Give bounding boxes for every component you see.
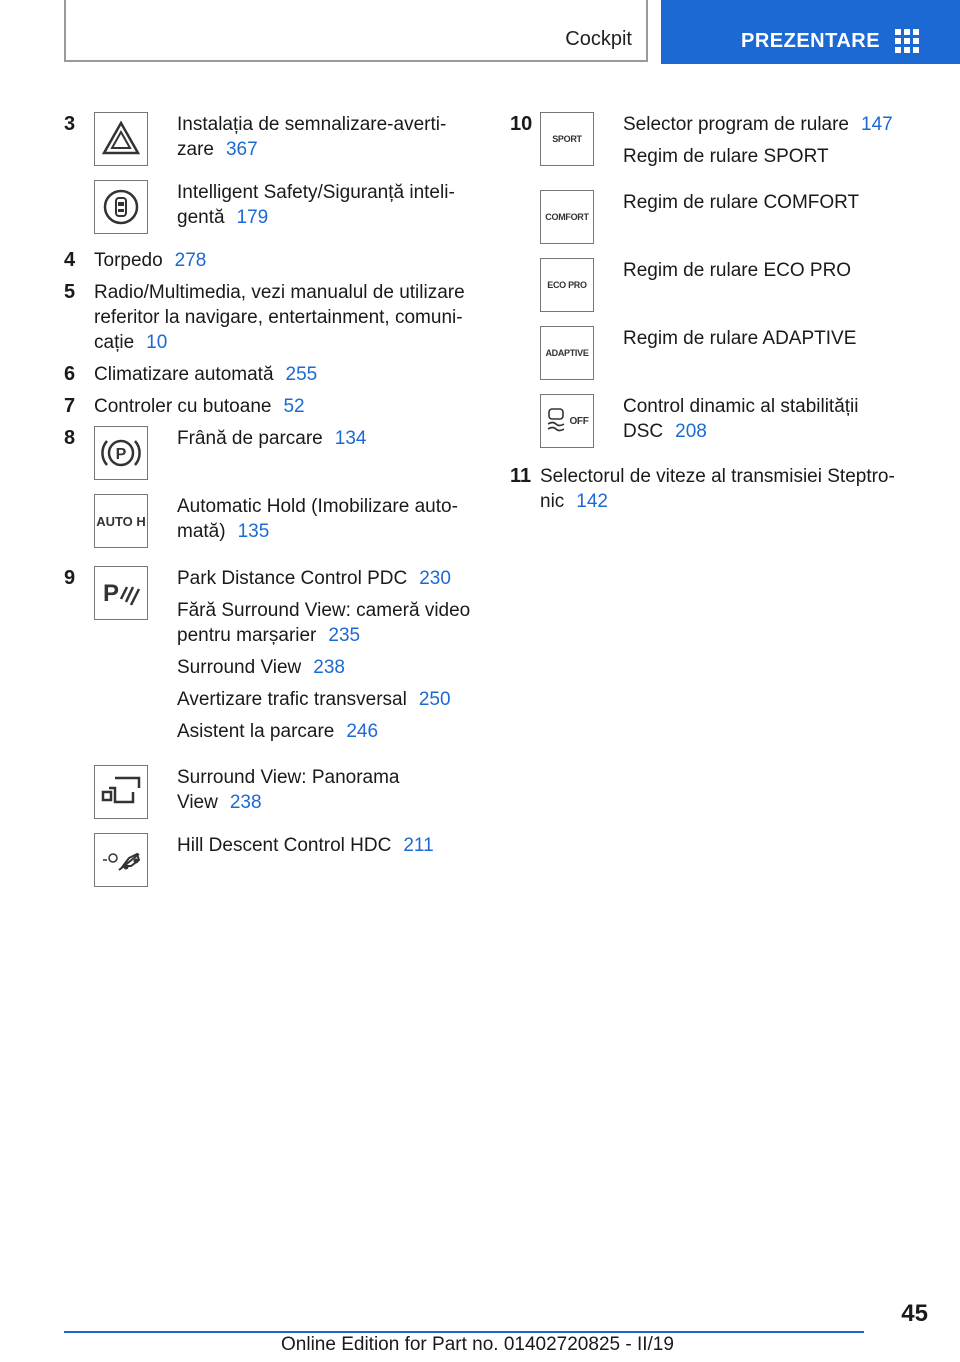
page-number: 45 (901, 1300, 928, 1327)
comfort-label: COMFORT (545, 212, 589, 222)
item-text: Climatizare automată (94, 364, 274, 385)
right-column (510, 112, 930, 514)
hdc-text: Hill Descent Control HDC (177, 835, 392, 856)
adaptive-text: Regim de rulare ADAPTIVE (623, 328, 857, 349)
header-chapter-title: PREZENTARE (741, 30, 881, 52)
auto-hold-label: AUTO H (96, 513, 146, 529)
page-ref-link[interactable]: 278 (174, 250, 207, 271)
auto-hold-text: Automatic Hold (Imobilizare automată) (177, 496, 458, 542)
dsc-off-label: OFF (569, 415, 589, 427)
eco-pro-label: ECO PRO (547, 280, 587, 290)
item-text: Radio/Multimedia, vezi manualul de utilizare referitor la navigare, entertainment, comunicație (94, 282, 465, 353)
page-ref-link[interactable]: 246 (346, 721, 379, 742)
page-ref-link[interactable]: 367 (225, 139, 258, 160)
page-ref-link[interactable]: 238 (229, 792, 262, 813)
item-number: 3 (64, 113, 76, 135)
header-chapter-tab[interactable] (661, 0, 960, 64)
dsc-text: Control dinamic al stabilității DSC (623, 396, 859, 442)
hill-descent-control-icon (94, 833, 148, 887)
eco-pro-mode-icon (540, 258, 594, 312)
auto-hold-icon (94, 494, 148, 548)
panorama-view-icon (94, 765, 148, 819)
item-text: Selectorul de viteze al transmisiei Steptronic (540, 466, 895, 512)
sport-sub-text: Regim de rulare SPORT (623, 146, 829, 167)
left-column (64, 112, 484, 901)
pdc-line-text: Avertizare trafic transversal (177, 689, 407, 710)
list-item-9 (64, 566, 484, 901)
page-ref-link[interactable]: 134 (334, 428, 367, 449)
header-section-title: Cockpit (565, 28, 632, 50)
pdc-line-text: Fără Surround View: cameră video pentru marșarier (177, 600, 471, 646)
item-number: 7 (64, 395, 76, 417)
page-ref-link[interactable]: 238 (313, 657, 345, 678)
page-ref-link[interactable]: 52 (283, 396, 305, 417)
item-number: 9 (64, 567, 76, 589)
parking-brake-text: Frână de parcare (177, 428, 323, 449)
item-number: 4 (64, 249, 76, 271)
header-section-tab (64, 0, 648, 62)
grid-menu-icon[interactable] (895, 29, 921, 53)
pdc-line-text: Surround View (177, 657, 302, 678)
page-ref-link[interactable]: 255 (285, 364, 318, 385)
svg-text:P: P (115, 446, 127, 463)
adaptive-label: ADAPTIVE (545, 348, 589, 358)
page-ref-link[interactable]: 147 (861, 114, 893, 135)
page-ref-link[interactable]: 235 (328, 625, 361, 646)
item-number: 8 (64, 427, 76, 449)
sport-label: SPORT (552, 134, 582, 144)
sport-mode-icon (540, 112, 594, 166)
comfort-mode-icon (540, 190, 594, 244)
list-item-8 (64, 426, 484, 566)
park-distance-control-icon (94, 566, 148, 620)
list-item-6 (64, 362, 484, 387)
list-item-10 (510, 112, 930, 464)
list-item-4 (64, 248, 484, 273)
list-item-5 (64, 280, 484, 355)
list-item-7 (64, 394, 484, 419)
item-number: 11 (510, 465, 532, 487)
svg-text:P: P (103, 580, 120, 607)
eco-pro-text: Regim de rulare ECO PRO (623, 260, 852, 281)
page-ref-link[interactable]: 250 (418, 689, 451, 710)
dsc-off-icon (540, 394, 594, 448)
pdc-line-text: Asistent la parcare (177, 721, 335, 742)
hazard-text: Instalația de semnalizare-avertizare (177, 114, 447, 160)
page-ref-link[interactable]: 179 (236, 207, 269, 228)
page-ref-link[interactable]: 10 (146, 332, 168, 353)
page-ref-link[interactable]: 230 (419, 568, 451, 589)
safety-text: Intelligent Safety/Siguranță inteligentă (177, 182, 455, 228)
item-number: 5 (64, 281, 76, 303)
sport-text: Selector program de rulare (623, 114, 849, 135)
intelligent-safety-icon (94, 180, 148, 234)
page-ref-link[interactable]: 142 (576, 491, 608, 512)
footer-divider (64, 1331, 864, 1333)
footer-edition-text: Online Edition for Part no. 01402720825 - II/19 (281, 1334, 674, 1355)
page-ref-link[interactable]: 211 (403, 835, 434, 856)
parking-brake-icon (94, 426, 148, 480)
list-item-11 (510, 464, 930, 514)
pdc-text: Park Distance Control PDC (177, 568, 408, 589)
item-text: Controler cu butoane (94, 396, 272, 417)
page-ref-link[interactable]: 208 (675, 421, 707, 442)
item-number: 6 (64, 363, 76, 385)
item-text: Torpedo (94, 250, 163, 271)
panorama-text: Surround View: Panorama View (177, 767, 400, 813)
list-item-3 (64, 112, 484, 248)
item-number: 10 (510, 113, 533, 135)
adaptive-mode-icon (540, 326, 594, 380)
hazard-warning-icon (94, 112, 148, 166)
comfort-text: Regim de rulare COMFORT (623, 192, 860, 213)
page-ref-link[interactable]: 135 (237, 521, 270, 542)
